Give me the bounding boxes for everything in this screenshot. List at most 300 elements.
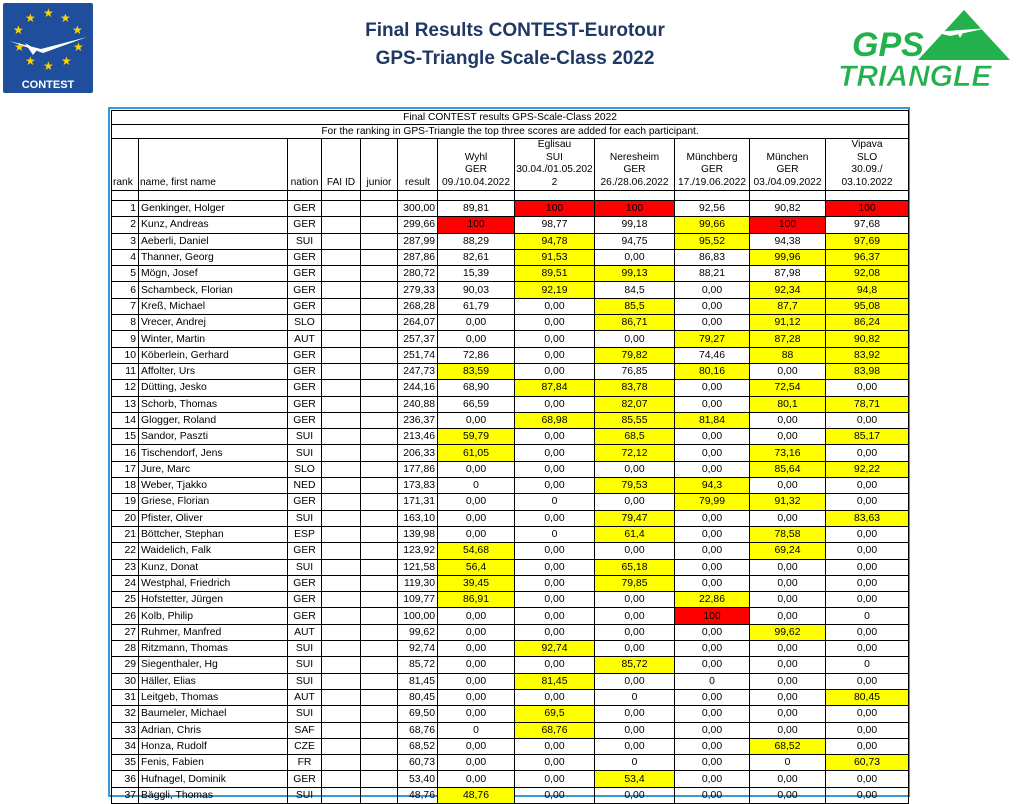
nation-cell: GER: [288, 266, 322, 282]
score-cell: 0,00: [515, 738, 595, 754]
score-cell: 0,00: [595, 592, 675, 608]
score-cell: 0,00: [595, 461, 675, 477]
score-cell: 0,00: [438, 510, 515, 526]
score-cell: 0,00: [595, 624, 675, 640]
junior-cell: [361, 673, 398, 689]
result-cell: 280,72: [398, 266, 438, 282]
score-cell: 0,00: [675, 526, 750, 542]
score-cell: 69,24: [750, 543, 826, 559]
score-cell: 95,52: [675, 233, 750, 249]
score-cell: 86,71: [595, 315, 675, 331]
score-cell: 87,7: [750, 298, 826, 314]
score-cell: 0,00: [675, 298, 750, 314]
score-cell: 0,00: [675, 722, 750, 738]
score-cell: 0,00: [438, 624, 515, 640]
score-cell: 48,76: [438, 787, 515, 803]
name-cell: Kunz, Andreas: [139, 217, 288, 233]
nation-cell: CZE: [288, 738, 322, 754]
junior-cell: [361, 380, 398, 396]
fai-id-cell: [322, 673, 361, 689]
svg-text:★: ★: [25, 54, 36, 68]
table-row: [112, 266, 909, 282]
score-cell: 0,00: [595, 673, 675, 689]
score-cell: 0,00: [515, 543, 595, 559]
junior-cell: [361, 478, 398, 494]
score-cell: 86,91: [438, 592, 515, 608]
svg-text:★: ★: [25, 11, 36, 25]
score-cell: 0,00: [438, 657, 515, 673]
score-cell: 81,45: [515, 673, 595, 689]
score-cell: 0,00: [438, 461, 515, 477]
col-header-name: name, first name: [139, 139, 288, 191]
score-cell: 82,61: [438, 249, 515, 265]
nation-cell: GER: [288, 494, 322, 510]
score-cell: 0,00: [750, 575, 826, 591]
rank-cell: 26: [112, 608, 139, 624]
rank-cell: 30: [112, 673, 139, 689]
fai-id-cell: [322, 771, 361, 787]
score-cell: 15,39: [438, 266, 515, 282]
rank-cell: 17: [112, 461, 139, 477]
score-cell: 0,00: [826, 641, 909, 657]
name-cell: Glogger, Roland: [139, 412, 288, 428]
svg-text:★: ★: [43, 59, 54, 73]
junior-cell: [361, 543, 398, 559]
rank-cell: 14: [112, 412, 139, 428]
result-cell: 69,50: [398, 706, 438, 722]
fai-id-cell: [322, 657, 361, 673]
name-cell: Aeberli, Daniel: [139, 233, 288, 249]
score-cell: 0: [826, 608, 909, 624]
nation-cell: GER: [288, 608, 322, 624]
fai-id-cell: [322, 396, 361, 412]
table-row: [112, 347, 909, 363]
score-cell: 92,22: [826, 461, 909, 477]
name-cell: Adrian, Chris: [139, 722, 288, 738]
name-cell: Westphal, Friedrich: [139, 575, 288, 591]
table-row: [112, 608, 909, 624]
score-cell: 83,78: [595, 380, 675, 396]
score-cell: 0,00: [675, 738, 750, 754]
score-cell: 0,00: [750, 412, 826, 428]
result-cell: 92,74: [398, 641, 438, 657]
nation-cell: GER: [288, 412, 322, 428]
junior-cell: [361, 233, 398, 249]
table-note: For the ranking in GPS-Triangle the top three scores are added for each participant.: [112, 125, 909, 139]
table-note-row: [112, 125, 909, 139]
result-cell: 251,74: [398, 347, 438, 363]
name-cell: Ruhmer, Manfred: [139, 624, 288, 640]
junior-cell: [361, 526, 398, 542]
score-cell: 86,83: [675, 249, 750, 265]
score-cell: 79,47: [595, 510, 675, 526]
result-cell: 53,40: [398, 771, 438, 787]
junior-cell: [361, 266, 398, 282]
junior-cell: [361, 282, 398, 298]
name-cell: Genkinger, Holger: [139, 201, 288, 217]
table-row: [112, 543, 909, 559]
table-row: [112, 249, 909, 265]
name-cell: Siegenthaler, Hg: [139, 657, 288, 673]
nation-cell: GER: [288, 201, 322, 217]
junior-cell: [361, 559, 398, 575]
rank-cell: 28: [112, 641, 139, 657]
gps-triangle-logo: [838, 10, 1010, 90]
result-cell: 213,46: [398, 429, 438, 445]
score-cell: 0: [438, 722, 515, 738]
score-cell: 0,00: [826, 771, 909, 787]
junior-cell: [361, 494, 398, 510]
score-cell: 79,53: [595, 478, 675, 494]
rank-cell: 34: [112, 738, 139, 754]
score-cell: 0,00: [750, 657, 826, 673]
svg-text:★: ★: [73, 40, 84, 54]
table-row: [112, 282, 909, 298]
score-cell: 100: [438, 217, 515, 233]
table-row: [112, 706, 909, 722]
table-row: [112, 673, 909, 689]
fai-id-cell: [322, 543, 361, 559]
score-cell: 65,18: [595, 559, 675, 575]
score-cell: 92,56: [675, 201, 750, 217]
junior-cell: [361, 641, 398, 657]
name-cell: Dütting, Jesko: [139, 380, 288, 396]
score-cell: 0,00: [438, 689, 515, 705]
score-cell: 0,00: [515, 575, 595, 591]
rank-cell: 9: [112, 331, 139, 347]
result-cell: 244,16: [398, 380, 438, 396]
score-cell: 0,00: [826, 592, 909, 608]
results-table-body: [112, 111, 909, 804]
score-cell: 39,45: [438, 575, 515, 591]
table-row: [112, 689, 909, 705]
result-cell: 279,33: [398, 282, 438, 298]
score-cell: 90,03: [438, 282, 515, 298]
fai-id-cell: [322, 478, 361, 494]
score-cell: 53,4: [595, 771, 675, 787]
rank-cell: 13: [112, 396, 139, 412]
table-row: [112, 201, 909, 217]
score-cell: 78,58: [750, 526, 826, 542]
score-cell: 81,84: [675, 412, 750, 428]
table-row: [112, 217, 909, 233]
contest-logo-text: CONTEST: [21, 79, 75, 91]
score-cell: 0,00: [515, 592, 595, 608]
table-row: [112, 592, 909, 608]
score-cell: 97,69: [826, 233, 909, 249]
name-cell: Hofstetter, Jürgen: [139, 592, 288, 608]
fai-id-cell: [322, 298, 361, 314]
score-cell: 0,00: [515, 510, 595, 526]
col-header-junior: junior: [361, 139, 398, 191]
score-cell: 89,51: [515, 266, 595, 282]
nation-cell: SUI: [288, 673, 322, 689]
junior-cell: [361, 722, 398, 738]
score-cell: 83,63: [826, 510, 909, 526]
score-cell: 88,29: [438, 233, 515, 249]
table-row: [112, 429, 909, 445]
nation-cell: GER: [288, 298, 322, 314]
score-cell: 0: [438, 478, 515, 494]
fai-id-cell: [322, 575, 361, 591]
score-cell: 68,76: [515, 722, 595, 738]
rank-cell: 18: [112, 478, 139, 494]
name-cell: Honza, Rudolf: [139, 738, 288, 754]
junior-cell: [361, 575, 398, 591]
col-header-event-wyhl: Wyhl GER 09./10.04.2022: [438, 139, 515, 191]
score-cell: 96,37: [826, 249, 909, 265]
table-row: [112, 624, 909, 640]
fai-id-cell: [322, 347, 361, 363]
fai-id-cell: [322, 233, 361, 249]
score-cell: 72,86: [438, 347, 515, 363]
nation-cell: GER: [288, 363, 322, 379]
score-cell: 0: [515, 526, 595, 542]
score-cell: 61,79: [438, 298, 515, 314]
junior-cell: [361, 201, 398, 217]
score-cell: 79,85: [595, 575, 675, 591]
score-cell: 91,53: [515, 249, 595, 265]
name-cell: Baumeler, Michael: [139, 706, 288, 722]
score-cell: 0,00: [750, 787, 826, 803]
junior-cell: [361, 331, 398, 347]
nation-cell: SUI: [288, 429, 322, 445]
junior-cell: [361, 363, 398, 379]
name-cell: Jure, Marc: [139, 461, 288, 477]
rank-cell: 12: [112, 380, 139, 396]
name-cell: Kunz, Donat: [139, 559, 288, 575]
table-row: [112, 722, 909, 738]
result-cell: 240,88: [398, 396, 438, 412]
svg-text:★: ★: [72, 23, 83, 37]
page-title-block: [250, 17, 780, 73]
col-header-rank: rank: [112, 139, 139, 191]
score-cell: 0,00: [675, 510, 750, 526]
score-cell: 0,00: [515, 689, 595, 705]
fai-id-cell: [322, 722, 361, 738]
rank-cell: 19: [112, 494, 139, 510]
score-cell: 92,08: [826, 266, 909, 282]
junior-cell: [361, 461, 398, 477]
spacer-row: [112, 191, 909, 201]
score-cell: 82,07: [595, 396, 675, 412]
rank-cell: 37: [112, 787, 139, 803]
fai-id-cell: [322, 624, 361, 640]
score-cell: 0: [515, 494, 595, 510]
result-cell: 247,73: [398, 363, 438, 379]
score-cell: 100: [826, 201, 909, 217]
score-cell: 0,00: [826, 494, 909, 510]
junior-cell: [361, 738, 398, 754]
score-cell: 83,59: [438, 363, 515, 379]
score-cell: 0,00: [438, 331, 515, 347]
table-row: [112, 559, 909, 575]
fai-id-cell: [322, 249, 361, 265]
table-row: [112, 461, 909, 477]
score-cell: 0: [595, 755, 675, 771]
rank-cell: 16: [112, 445, 139, 461]
nation-cell: GER: [288, 217, 322, 233]
column-header-row: [112, 139, 909, 191]
score-cell: 0,00: [826, 673, 909, 689]
rank-cell: 1: [112, 201, 139, 217]
score-cell: 0,00: [515, 429, 595, 445]
score-cell: 61,4: [595, 526, 675, 542]
score-cell: 0,00: [750, 706, 826, 722]
score-cell: 0,00: [750, 771, 826, 787]
score-cell: 91,12: [750, 315, 826, 331]
rank-cell: 32: [112, 706, 139, 722]
name-cell: Mögn, Josef: [139, 266, 288, 282]
result-cell: 177,86: [398, 461, 438, 477]
junior-cell: [361, 217, 398, 233]
score-cell: 0,00: [826, 722, 909, 738]
score-cell: 79,27: [675, 331, 750, 347]
score-cell: 85,55: [595, 412, 675, 428]
score-cell: 0,00: [826, 445, 909, 461]
score-cell: 72,12: [595, 445, 675, 461]
nation-cell: SUI: [288, 706, 322, 722]
table-row: [112, 380, 909, 396]
fai-id-cell: [322, 738, 361, 754]
score-cell: 0,00: [750, 722, 826, 738]
score-cell: 0,00: [826, 543, 909, 559]
col-header-fai: FAI ID: [322, 139, 361, 191]
score-cell: 94,3: [675, 478, 750, 494]
score-cell: 0,00: [515, 298, 595, 314]
score-cell: 0,00: [675, 282, 750, 298]
score-cell: 0,00: [826, 559, 909, 575]
score-cell: 85,17: [826, 429, 909, 445]
score-cell: 72,54: [750, 380, 826, 396]
svg-text:★: ★: [43, 6, 54, 20]
score-cell: 0,00: [515, 478, 595, 494]
score-cell: 68,5: [595, 429, 675, 445]
name-cell: Weber, Tjakko: [139, 478, 288, 494]
score-cell: 0,00: [438, 526, 515, 542]
nation-cell: SUI: [288, 641, 322, 657]
table-row: [112, 412, 909, 428]
nation-cell: SAF: [288, 722, 322, 738]
rank-cell: 5: [112, 266, 139, 282]
table-row: [112, 575, 909, 591]
name-cell: Kolb, Philip: [139, 608, 288, 624]
name-cell: Bäggli, Thomas: [139, 787, 288, 803]
score-cell: 69,5: [515, 706, 595, 722]
result-cell: 99,62: [398, 624, 438, 640]
score-cell: 94,78: [515, 233, 595, 249]
score-cell: 0,00: [595, 706, 675, 722]
score-cell: 79,99: [675, 494, 750, 510]
score-cell: 0,00: [675, 445, 750, 461]
junior-cell: [361, 249, 398, 265]
score-cell: 100: [515, 201, 595, 217]
score-cell: 86,24: [826, 315, 909, 331]
rank-cell: 3: [112, 233, 139, 249]
table-caption: Final CONTEST results GPS-Scale-Class 2022: [112, 111, 909, 125]
nation-cell: ESP: [288, 526, 322, 542]
score-cell: 0,00: [515, 363, 595, 379]
score-cell: 98,77: [515, 217, 595, 233]
score-cell: 0,00: [750, 510, 826, 526]
rank-cell: 23: [112, 559, 139, 575]
table-row: [112, 738, 909, 754]
score-cell: 0,00: [515, 396, 595, 412]
result-cell: 171,31: [398, 494, 438, 510]
score-cell: 100: [675, 608, 750, 624]
score-cell: 0,00: [595, 331, 675, 347]
fai-id-cell: [322, 445, 361, 461]
score-cell: 99,62: [750, 624, 826, 640]
score-cell: 0: [826, 657, 909, 673]
score-cell: 0,00: [675, 755, 750, 771]
table-row: [112, 445, 909, 461]
score-cell: 0,00: [826, 706, 909, 722]
score-cell: 0,00: [675, 461, 750, 477]
score-cell: 0,00: [750, 429, 826, 445]
name-cell: Winter, Martin: [139, 331, 288, 347]
score-cell: 92,19: [515, 282, 595, 298]
name-cell: Hufnagel, Dominik: [139, 771, 288, 787]
result-cell: 119,30: [398, 575, 438, 591]
fai-id-cell: [322, 331, 361, 347]
junior-cell: [361, 510, 398, 526]
name-cell: Leitgeb, Thomas: [139, 689, 288, 705]
result-cell: 68,52: [398, 738, 438, 754]
name-cell: Tischendorf, Jens: [139, 445, 288, 461]
junior-cell: [361, 429, 398, 445]
nation-cell: SUI: [288, 445, 322, 461]
score-cell: 0,00: [750, 673, 826, 689]
result-cell: 68,76: [398, 722, 438, 738]
score-cell: 0,00: [750, 559, 826, 575]
score-cell: 0,00: [675, 641, 750, 657]
nation-cell: SLO: [288, 461, 322, 477]
result-cell: 163,10: [398, 510, 438, 526]
score-cell: 60,73: [826, 755, 909, 771]
fai-id-cell: [322, 363, 361, 379]
score-cell: 83,98: [826, 363, 909, 379]
score-cell: 0,00: [750, 363, 826, 379]
score-cell: 74,46: [675, 347, 750, 363]
result-cell: 100,00: [398, 608, 438, 624]
score-cell: 0,00: [438, 771, 515, 787]
name-cell: Griese, Florian: [139, 494, 288, 510]
fai-id-cell: [322, 559, 361, 575]
fai-id-cell: [322, 282, 361, 298]
rank-cell: 15: [112, 429, 139, 445]
nation-cell: GER: [288, 282, 322, 298]
fai-id-cell: [322, 429, 361, 445]
table-row: [112, 233, 909, 249]
result-cell: 206,33: [398, 445, 438, 461]
rank-cell: 36: [112, 771, 139, 787]
result-cell: 60,73: [398, 755, 438, 771]
score-cell: 0,00: [675, 559, 750, 575]
junior-cell: [361, 592, 398, 608]
fai-id-cell: [322, 266, 361, 282]
junior-cell: [361, 755, 398, 771]
table-row: [112, 771, 909, 787]
score-cell: 0,00: [675, 624, 750, 640]
score-cell: 90,82: [750, 201, 826, 217]
gps-logo-line2: TRIANGLE: [838, 60, 992, 90]
name-cell: Kreß, Michael: [139, 298, 288, 314]
score-cell: 0,00: [750, 641, 826, 657]
score-cell: 0,00: [515, 559, 595, 575]
result-cell: 48,76: [398, 787, 438, 803]
score-cell: 0: [595, 689, 675, 705]
